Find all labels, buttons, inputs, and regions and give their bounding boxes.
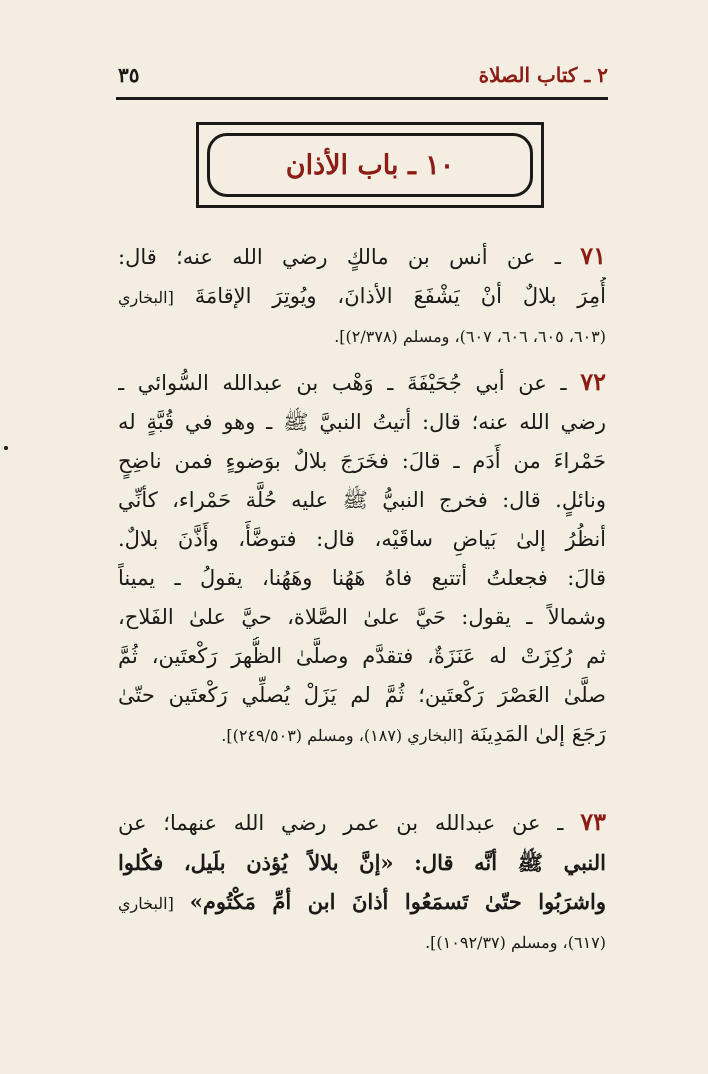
hadith-73-line-2: النبي ﷺ أنَّه قال: «إنَّ بلالاً يُؤذن بلَيل، فكُلوا (118, 850, 606, 875)
running-header (118, 58, 608, 92)
section-heading: ١٠ ـ باب الأذان (207, 133, 533, 197)
hadith-73-line-1: ٧٣ ـ عن عبدالله بن عمر رضي الله عنهما؛ عن (118, 807, 606, 836)
hadith-72-line-1: ٧٢ ـ عن أبي جُحَيْفَةَ ـ وَهْب بن عبدالله السُّوائي ـ (118, 367, 606, 396)
hadith-72-line-6: قالَ: فجعلتُ أتتبع فاهُ هَهُنا وهَهُنا، يقولُ ـ يميناً (118, 566, 606, 590)
margin-dot (4, 446, 8, 450)
hadith-73-line-3: واشرَبُوا حتّىٰ تَسمَعُوا أذانَ ابن أمِّ مَكْتُوم» [البخاري (118, 889, 606, 914)
hadith-71-line-2: أُمِرَ بلالٌ أنْ يَشْفَعَ الأذانَ، ويُوتِرَ الإقامَةَ [البخاري (118, 284, 606, 308)
hadith-72-line-5: أنظُرُ إلىٰ بَياضِ ساقَيْه، قال: فتوضَّأَ، وأَذَّنَ بلالٌ. (118, 527, 606, 551)
hadith-72-line-2: رضي الله عنه؛ قال: أتيتُ النبيَّ ﷺ ـ وهو في قُبَّةٍ له (118, 410, 606, 434)
hadith-72-line-7: وشمالاً ـ يقول: حَيَّ علىٰ الصَّلاة، حيَّ علىٰ الفَلاح، (118, 605, 606, 629)
hadith-number: ٧١ (580, 241, 606, 270)
header-rule (116, 97, 608, 100)
hadith-number: ٧٢ (580, 367, 606, 396)
hadith-72-line-4: ونائلٍ. قال: فخرج النبيُّ ﷺ عليه حُلَّة حَمْراء، كأنِّي (118, 488, 606, 512)
hadith-number: ٧٣ (580, 807, 606, 836)
hadith-72-line-8: ثم رُكِزَتْ له عَنَزَةٌ، فتقدَّم وصلَّىٰ الظُّهرَ رَكْعتَين، ثُمَّ (118, 644, 606, 668)
hadith-71 (118, 236, 606, 356)
hadith-reference: [البخاري (118, 288, 174, 307)
hadith-reference: [البخاري (118, 894, 174, 913)
chapter-title: ٢ ـ كتاب الصلاة (478, 63, 608, 87)
hadith-71-line-1: ٧١ ـ عن أنس بن مالكٍ رضي الله عنه؛ قال: (118, 241, 606, 270)
hadith-72-line-3: حَمْراءَ من أَدَم ـ قالَ: فخَرَجَ بلالٌ بوَضوءٍ فمن ناضِحٍ (118, 449, 606, 473)
hadith-73-line-4: (٦١٧)، ومسلم (١٠٩٢/٣٧)]. (425, 933, 606, 952)
hadith-72-line-10: رَجَعَ إلىٰ المَدِينَة [البخاري (١٨٧)، ومسلم (٢٤٩/٥٠٣)]. (221, 722, 606, 746)
page-number: ٣٥ (118, 63, 140, 87)
hadith-72 (118, 362, 606, 755)
hadith-72-line-9: صلَّىٰ العَصْرَ رَكْعتَين؛ ثُمَّ لم يَزَلْ يُصلِّي رَكْعتَين حتّىٰ (118, 683, 606, 707)
hadith-73 (118, 802, 606, 962)
hadith-71-line-3: (٦٠٣، ٦٠٥، ٦٠٦، ٦٠٧)، ومسلم (٢/٣٧٨)]. (334, 327, 606, 346)
section-heading-frame (196, 122, 544, 208)
hadith-reference: [البخاري (١٨٧)، ومسلم (٢٤٩/٥٠٣)]. (221, 726, 464, 745)
